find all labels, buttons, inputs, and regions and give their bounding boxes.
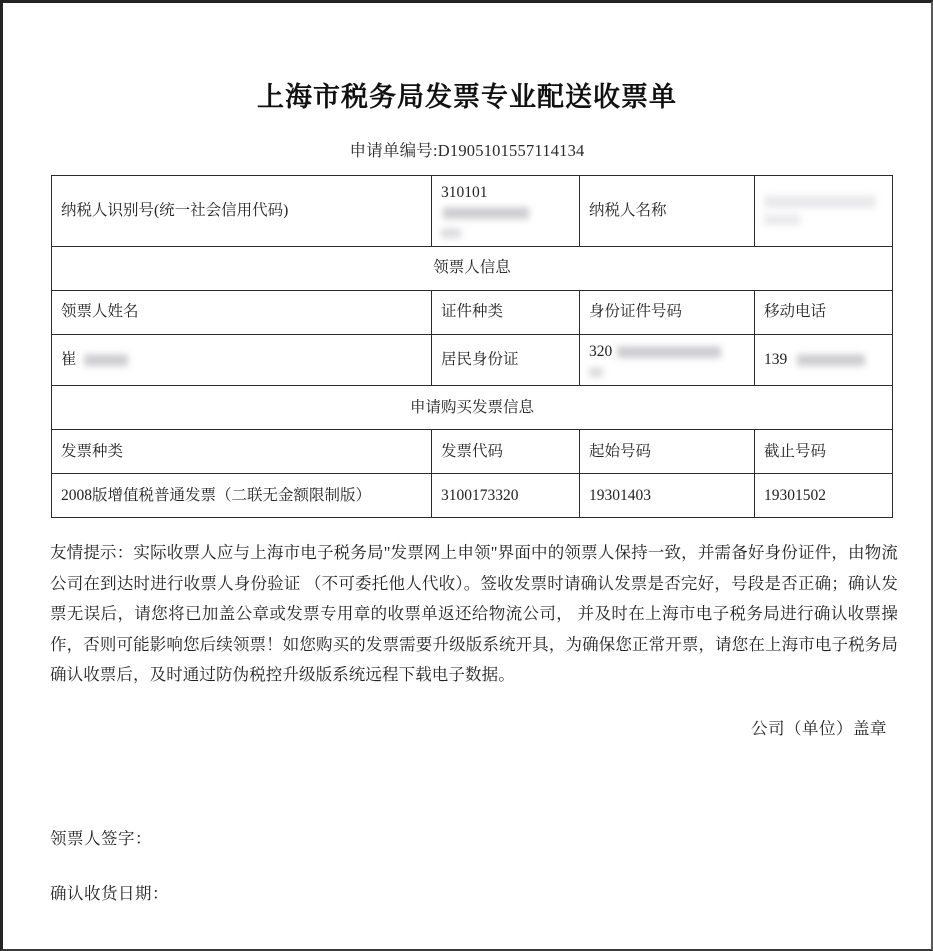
column-header-invoice-type: 发票种类 (52, 430, 432, 474)
redaction-recipient-name (84, 354, 128, 367)
taxpayer-id-value: 310101 (441, 184, 488, 201)
table-row-invoice-data (52, 474, 893, 518)
redaction-taxpayer-id (443, 207, 529, 220)
confirm-date-label: 确认收货日期： (50, 884, 169, 903)
invoice-code-cell: 3100173320 (432, 474, 580, 518)
recipient-section-header: 领票人信息 (52, 246, 893, 290)
recipient-id-number-value: 320 (589, 342, 613, 360)
taxpayer-id-value-cell (432, 176, 580, 247)
receipt-form-table (51, 175, 893, 518)
recipient-id-type-cell: 居民身份证 (432, 334, 580, 385)
column-header-recipient-name: 领票人姓名 (52, 290, 432, 334)
redaction-recipient-mobile (797, 354, 865, 367)
column-header-start-number: 起始号码 (580, 430, 755, 474)
application-number-line: 申请单编号:D1905101557114134 (349, 141, 585, 160)
recipient-name-cell (52, 334, 432, 385)
table-row-recipient-header (52, 246, 893, 290)
taxpayer-name-value-cell (755, 176, 893, 247)
recipient-mobile-cell (755, 334, 893, 385)
table-row-recipient-columns (52, 290, 893, 334)
company-stamp-label: 公司（单位）盖章 (751, 719, 887, 738)
recipient-name-value: 崔 (61, 350, 77, 368)
taxpayer-id-label: 纳税人识别号(统一社会信用代码) (61, 201, 289, 219)
taxpayer-name-label-cell (580, 176, 755, 247)
table-row-invoice-columns (52, 430, 893, 474)
recipient-signature-label: 领票人签字： (50, 829, 152, 848)
signature-block (50, 825, 169, 935)
redaction-taxpayer-name-2 (764, 214, 800, 226)
column-header-id-type: 证件种类 (432, 290, 580, 334)
redaction-taxpayer-name (764, 195, 876, 209)
invoice-section-header: 申请购买发票信息 (52, 386, 893, 430)
notice-paragraph: 友情提示：实际收票人应与上海市电子税务局"发票网上申领"界面中的领票人保持一致，并需备好身份证件，由物流公司在到达时进行收票人身份验证 （不可委托他人代收）。签收发票时请确认发票是否完好，号段是否正确；确认发票无误后，请您将已加盖公章或发票专用章的收票单返还给物流公司， 并及时在上海市电子税务局进行确认收票操作，否则可能影响您后续领票！如您购买的发票需要升级版系统开具，为确保您正常开票，请您在上海市电子税务局 确认收票后，及时通过防伪税控升级版系统远程下载电子数据。 (50, 543, 898, 685)
redaction-recipient-id-2 (589, 367, 603, 378)
column-header-end-number: 截止号码 (755, 430, 893, 474)
table-row-invoice-header (52, 386, 893, 430)
taxpayer-name-label: 纳税人名称 (589, 201, 667, 219)
column-header-id-number: 身份证件号码 (580, 290, 755, 334)
page-title: 上海市税务局发票专业配送收票单 (257, 82, 677, 112)
table-row-taxpayer (52, 176, 893, 247)
redaction-taxpayer-id-2 (441, 228, 461, 239)
column-header-invoice-code: 发票代码 (432, 430, 580, 474)
invoice-end-number-cell: 19301502 (755, 474, 893, 518)
column-header-mobile: 移动电话 (755, 290, 893, 334)
invoice-type-cell: 2008版增值税普通发票（二联无金额限制版） (52, 474, 432, 518)
table-row-recipient-data (52, 334, 893, 385)
taxpayer-id-label-cell (52, 176, 432, 247)
recipient-mobile-value: 139 (764, 350, 788, 368)
invoice-start-number-cell: 19301403 (580, 474, 755, 518)
redaction-recipient-id (617, 346, 721, 359)
recipient-id-number-cell (580, 334, 755, 385)
